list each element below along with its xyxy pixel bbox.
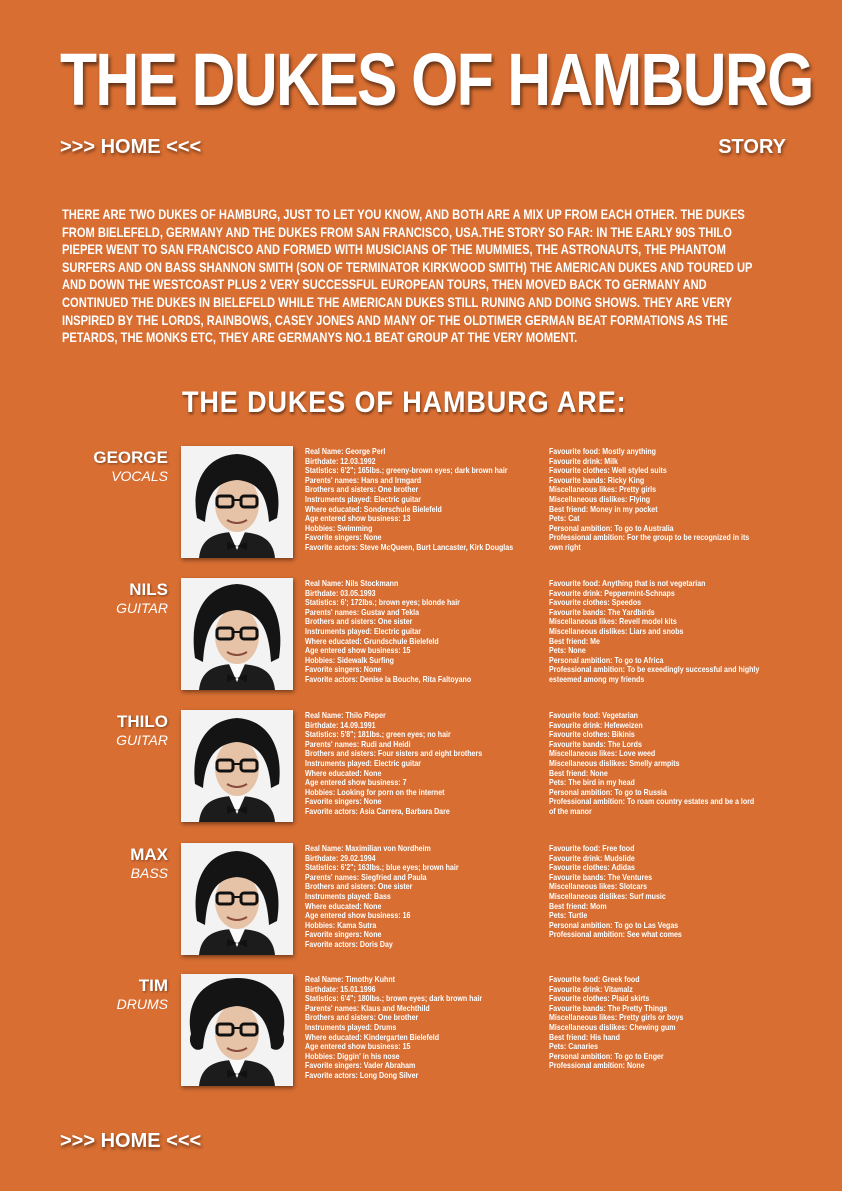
site-title: THE DUKES OF HAMBURG xyxy=(60,38,813,121)
member-photo xyxy=(181,710,293,822)
favourite-line: Favourite drink: Peppermint-Schnaps xyxy=(549,587,675,598)
profile-line: Hobbies: Kama Sutra xyxy=(305,919,377,930)
profile-line: Birthdate: 15.01.1996 xyxy=(305,983,376,994)
favourite-line: Favourite food: Anything that is not vegetarian xyxy=(549,578,706,588)
member-george xyxy=(0,446,842,571)
favourite-line: Best friend: Mom xyxy=(549,900,607,911)
member-nils xyxy=(0,578,842,703)
favourite-line: Pets: Cat xyxy=(549,513,580,524)
favourite-line: Favourite clothes: Speedos xyxy=(549,597,642,608)
profile-line: Statistics: 6'; 172lbs.; brown eyes; blonde hair xyxy=(305,597,460,608)
profile-line: Where educated: Sonderschule Bielefeld xyxy=(305,503,442,514)
favourite-line: Favourite food: Mostly anything xyxy=(549,446,656,456)
favourite-line: Pets: Canaries xyxy=(549,1041,599,1052)
member-role: GUITAR xyxy=(116,732,168,748)
member-name: THILO xyxy=(117,712,168,731)
profile-line: Where educated: None xyxy=(305,767,382,778)
favourite-line: Miscellaneous dislikes: Flying xyxy=(549,493,651,504)
favourite-line: Best friend: Money in my pocket xyxy=(549,503,658,514)
member-profile-column xyxy=(305,711,526,817)
favourite-line: Miscellaneous likes: Slotcars xyxy=(549,881,648,892)
profile-line: Parents' names: Rudi and Heidi xyxy=(305,738,411,749)
profile-line: Brothers and sisters: Four sisters and eight brothers xyxy=(305,748,483,759)
favourite-line: Favourite clothes: Well styled suits xyxy=(549,465,667,476)
favourite-line: Favourite drink: Milk xyxy=(549,455,618,466)
profile-line: Birthdate: 03.05.1993 xyxy=(305,587,376,598)
favourite-line: Favourite food: Free food xyxy=(549,843,635,853)
profile-line: Instruments played: Electric guitar xyxy=(305,757,422,768)
favourite-line: Best friend: His hand xyxy=(549,1031,620,1042)
profile-line: Favorite singers: Vader Abraham xyxy=(305,1060,416,1071)
profile-line: Hobbies: Swimming xyxy=(305,522,373,533)
profile-line: Age entered show business: 15 xyxy=(305,1041,411,1052)
favourite-line: Personal ambition: To go to Las Vegas xyxy=(549,919,679,930)
favourite-line: Best friend: Me xyxy=(549,635,600,646)
profile-line: Instruments played: Electric guitar xyxy=(305,625,422,636)
member-name: NILS xyxy=(129,580,168,599)
favourite-line: Favourite bands: The Pretty Things xyxy=(549,1002,668,1013)
profile-line: Real Name: Thilo Pieper xyxy=(305,710,386,720)
profile-line: Favorite actors: Steve McQueen, Burt Lancaster, Kirk Douglas xyxy=(305,541,514,552)
member-role: DRUMS xyxy=(116,996,168,1012)
favourite-line: Miscellaneous likes: Love weed xyxy=(549,748,656,759)
member-photo xyxy=(181,974,293,1086)
profile-line: Age entered show business: 15 xyxy=(305,645,411,656)
favourite-line: Professional ambition: See what comes xyxy=(549,929,682,940)
favourite-line: Favourite bands: The Ventures xyxy=(549,871,653,882)
favourite-line: Favourite bands: The Lords xyxy=(549,738,642,749)
member-profile-column xyxy=(305,579,526,685)
favourite-line: Miscellaneous dislikes: Smelly armpits xyxy=(549,757,680,768)
profile-line: Birthdate: 14.09.1991 xyxy=(305,719,376,730)
profile-line: Favorite singers: None xyxy=(305,664,382,675)
member-role: BASS xyxy=(130,865,168,881)
favourite-line: Personal ambition: To go to Enger xyxy=(549,1050,664,1061)
member-favourites-column xyxy=(549,447,762,553)
favourite-line: Miscellaneous likes: Revell model kits xyxy=(549,616,677,627)
members-heading: THE DUKES OF HAMBURG ARE: xyxy=(182,386,627,419)
member-role: GUITAR xyxy=(116,600,168,616)
favourite-line: Favourite food: Greek food xyxy=(549,974,640,984)
favourite-line: Favourite food: Vegetarian xyxy=(549,710,638,720)
favourite-line: Pets: None xyxy=(549,645,586,656)
favourite-line: Favourite clothes: Adidas xyxy=(549,862,635,873)
profile-line: Parents' names: Gustav and Tekla xyxy=(305,606,420,617)
favourite-line: Professional ambition: To be exeedingly successful and highly esteemed among my friends xyxy=(549,664,760,684)
favourite-line: Pets: Turtle xyxy=(549,910,588,921)
profile-line: Birthdate: 12.03.1992 xyxy=(305,455,376,466)
favourite-line: Professional ambition: For the group to be recognized in its own right xyxy=(549,532,750,552)
member-profile-column xyxy=(305,844,526,950)
member-name: TIM xyxy=(138,976,168,995)
profile-line: Statistics: 6'2"; 165lbs.; greeny-brown eyes; dark brown hair xyxy=(305,465,508,476)
profile-line: Favorite actors: Denise la Bouche, Rita Faltoyano xyxy=(305,673,472,684)
profile-line: Brothers and sisters: One brother xyxy=(305,1012,419,1023)
profile-line: Where educated: Grundschule Bielefeld xyxy=(305,635,439,646)
profile-line: Favorite singers: None xyxy=(305,796,382,807)
profile-line: Favorite actors: Asia Carrera, Barbara Dare xyxy=(305,805,450,816)
profile-line: Hobbies: Sidewalk Surfing xyxy=(305,654,394,665)
favourite-line: Favourite drink: Vitamalz xyxy=(549,983,633,994)
profile-line: Birthdate: 29.02.1994 xyxy=(305,852,376,863)
member-role: VOCALS xyxy=(111,468,168,484)
home-link[interactable]: >>> HOME <<< xyxy=(60,136,202,158)
profile-line: Brothers and sisters: One brother xyxy=(305,484,419,495)
profile-line: Parents' names: Siegfried and Paula xyxy=(305,871,427,882)
member-profile-column xyxy=(305,447,526,553)
favourite-line: Favourite clothes: Plaid skirts xyxy=(549,993,650,1004)
profile-line: Age entered show business: 7 xyxy=(305,777,407,788)
profile-line: Instruments played: Electric guitar xyxy=(305,493,422,504)
favourite-line: Personal ambition: To go to Africa xyxy=(549,654,664,665)
favourite-line: Favourite clothes: Bikinis xyxy=(549,729,635,740)
profile-line: Favorite singers: None xyxy=(305,532,382,543)
profile-line: Statistics: 6'2"; 163lbs.; blue eyes; brown hair xyxy=(305,862,459,873)
member-photo xyxy=(181,578,293,690)
favourite-line: Pets: The bird in my head xyxy=(549,777,635,788)
profile-line: Statistics: 5'8"; 181lbs.; green eyes; no hair xyxy=(305,729,451,740)
profile-line: Brothers and sisters: One sister xyxy=(305,881,413,892)
favourite-line: Miscellaneous dislikes: Liars and snobs xyxy=(549,625,684,636)
intro-text: THERE ARE TWO DUKES OF HAMBURG, JUST TO LET YOU KNOW, AND BOTH ARE A MIX UP FROM EACH OTHER. THE DUKES FROM BIELEFELD, GERMANY AND THE DUKES FROM SAN FRANCISCO, USA.THE STORY SO FAR: IN THE EARLY 90S THILO PIEPER WENT TO SAN FRANCISCO AND FORMED WITH MUSICIANS OF THE MUMMIES, THE ASTRONAUTS, THE PHANTOM SURFERS AND ON BASS SHANNON SMITH (SON OF TERMINATOR KIRKWOOD SMITH) THE AMERICAN DUKES AND TOURED UP AND DOWN THE WESTCOAST PLUS 2 VERY SUCCESSFUL EUROPEAN TOURS, THEN MOVED BACK TO GERMANY AND CONTINUED THE DUKES IN BIELEFELD WHILE THE AMERICAN DUKES STILL RUNING AND DOING SHOWS. THEY ARE VERY INSPIRED BY THE LORDS, RAINBOWS, CASEY JONES AND MANY OF THE OLDTIMER GERMAN BEAT FORMATIONS AS THE PETARDS, THE MONKS ETC, THEY ARE GERMANYS NO.1 BEAT GROUP AT THE VERY MOMENT. xyxy=(62,207,753,346)
profile-line: Real Name: Maximilian von Nordheim xyxy=(305,843,431,853)
member-tim xyxy=(0,974,842,1099)
profile-line: Instruments played: Bass xyxy=(305,890,391,901)
profile-line: Real Name: Nils Stockmann xyxy=(305,578,399,588)
profile-line: Real Name: Timothy Kuhnt xyxy=(305,974,395,984)
member-photo xyxy=(181,446,293,558)
favourite-line: Professional ambition: To roam country estates and be a lord of the manor xyxy=(549,796,755,816)
favourite-line: Professional ambition: None xyxy=(549,1060,645,1071)
profile-line: Hobbies: Diggin' in his nose xyxy=(305,1050,400,1061)
favourite-line: Miscellaneous likes: Pretty girls xyxy=(549,484,657,495)
member-name: MAX xyxy=(130,845,168,864)
profile-line: Hobbies: Looking for porn on the internet xyxy=(305,786,445,797)
member-name: GEORGE xyxy=(93,448,168,467)
favourite-line: Favourite bands: The Yardbirds xyxy=(549,606,655,617)
story-link[interactable]: STORY xyxy=(718,136,786,158)
profile-line: Instruments played: Drums xyxy=(305,1021,397,1032)
profile-line: Favorite actors: Doris Day xyxy=(305,938,393,949)
home-link-bottom[interactable]: >>> HOME <<< xyxy=(60,1130,202,1152)
profile-line: Parents' names: Hans and Irmgard xyxy=(305,474,422,485)
profile-line: Favorite actors: Long Dong Silver xyxy=(305,1069,419,1080)
member-thilo xyxy=(0,710,842,835)
favourite-line: Best friend: None xyxy=(549,767,608,778)
favourite-line: Miscellaneous likes: Pretty girls or boys xyxy=(549,1012,684,1023)
member-favourites-column xyxy=(549,711,762,817)
profile-line: Favorite singers: None xyxy=(305,929,382,940)
member-favourites-column xyxy=(549,579,762,685)
favourite-line: Personal ambition: To go to Australia xyxy=(549,522,674,533)
profile-line: Real Name: George Perl xyxy=(305,446,386,456)
profile-line: Where educated: None xyxy=(305,900,382,911)
profile-line: Parents' names: Klaus and Mechthild xyxy=(305,1002,430,1013)
profile-line: Brothers and sisters: One sister xyxy=(305,616,413,627)
profile-line: Age entered show business: 16 xyxy=(305,910,411,921)
favourite-line: Personal ambition: To go to Russia xyxy=(549,786,667,797)
profile-line: Where educated: Kindergarten Bielefeld xyxy=(305,1031,440,1042)
member-max xyxy=(0,843,842,968)
member-favourites-column xyxy=(549,975,762,1071)
favourite-line: Miscellaneous dislikes: Chewing gum xyxy=(549,1021,676,1032)
favourite-line: Favourite bands: Ricky King xyxy=(549,474,645,485)
profile-line: Age entered show business: 13 xyxy=(305,513,411,524)
favourite-line: Miscellaneous dislikes: Surf music xyxy=(549,890,666,901)
profile-line: Statistics: 6'4"; 180lbs.; brown eyes; dark brown hair xyxy=(305,993,483,1004)
member-favourites-column xyxy=(549,844,762,940)
member-profile-column xyxy=(305,975,526,1081)
favourite-line: Favourite drink: Hefeweizen xyxy=(549,719,643,730)
member-photo xyxy=(181,843,293,955)
favourite-line: Favourite drink: Mudslide xyxy=(549,852,635,863)
